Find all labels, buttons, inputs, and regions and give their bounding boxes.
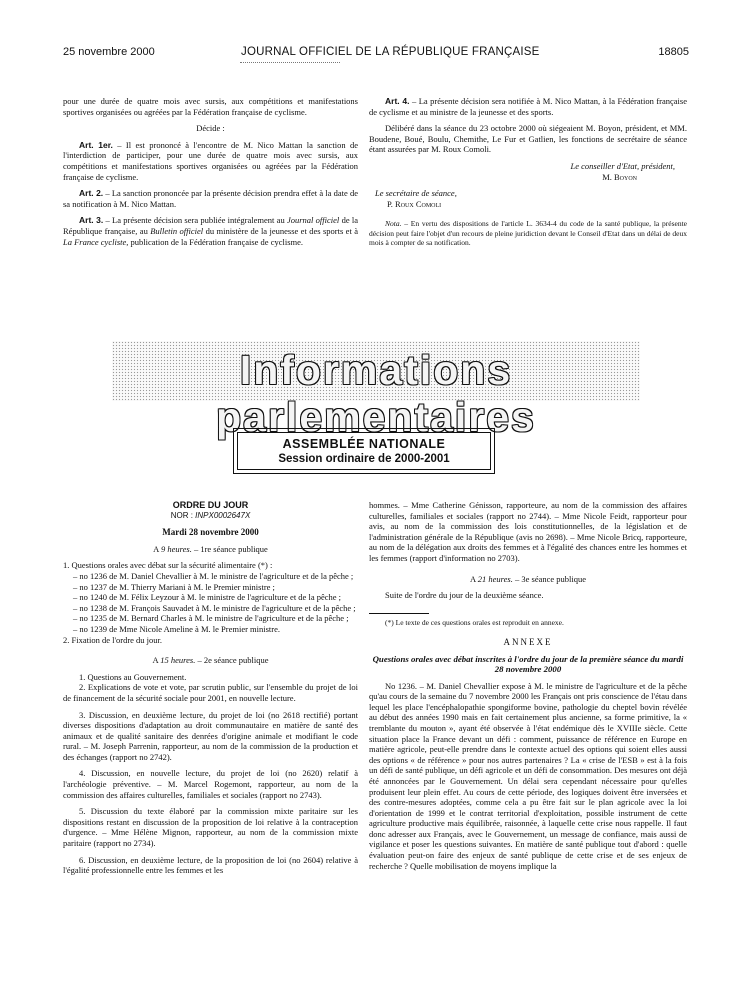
annexe-heading: ANNEXE	[503, 637, 553, 648]
agenda-title: ORDRE DU JOUR	[172, 500, 249, 510]
list-item: 1. Questions au Gouvernement.	[79, 671, 187, 682]
session-title: Session ordinaire de 2000-2001	[278, 453, 450, 465]
nor-reference: NOR : INPX0002647X	[170, 510, 251, 520]
list-item: – no 1239 de Mme Nicole Ameline à M. le Premier ministre.	[73, 623, 281, 634]
nota: Nota. – En vertu des dispositions de l'article L. 3634-4 du code de la santé publique, la présente décision peut faire l'objet d'un recours de pleine juridiction devant le Conseil d'Etat dans un délai de deux mois à compter de sa notification.	[369, 219, 687, 248]
session-3-heading: A 21 heures. – 3e séance publique	[469, 573, 587, 584]
article-label: Art. 1er.	[79, 139, 113, 150]
list-item: 1. Questions orales avec débat sur la sécurité alimentaire (*) :	[63, 560, 273, 571]
list-item: 5. Discussion du texte élaboré par la commission mixte paritaire sur les dispositions restant en discussion de la proposition de loi relative à la contraception d'urgence. – Mme Hélène Mignon, rapporteur, au nom de la commission mixte paritaire (rapport no 2734).	[63, 806, 358, 849]
top-right-column	[369, 96, 687, 248]
banner-title: Informations parlementaires	[216, 347, 536, 440]
agenda-date: Mardi 28 novembre 2000	[162, 527, 259, 538]
article-label: Art. 2.	[79, 188, 104, 199]
section-banner	[112, 341, 640, 440]
agenda-column-right	[369, 500, 687, 871]
signature-name: M. Boyon	[602, 171, 637, 182]
article-3: Art. 3. – La présente décision sera publiée intégralement au Journal officiel de la République française, au Bulletin officiel du ministère de la jeunesse et des sports et à La France cycliste, publication de la Fédération française de cyclisme.	[63, 215, 358, 247]
secretary-name: P. Roux Comoli	[387, 198, 442, 209]
signature-title: Le conseiller d'Etat, président,	[570, 160, 675, 171]
decide-heading: Décide :	[196, 123, 225, 134]
session-1-heading: A 9 heures. – 1re séance publique	[153, 543, 268, 554]
list-item: – no 1238 de M. François Sauvadet à M. le ministre de l'agriculture et de la pêche ;	[73, 602, 356, 613]
article-2: Art. 2. – La sanction prononcée par la présente décision prendra effet à la date de sa notification à M. Nico Mattan.	[63, 188, 359, 209]
list-item: 2. Fixation de l'ordre du jour.	[63, 634, 163, 645]
journal-title: JOURNAL OFFICIEL DE LA RÉPUBLIQUE FRANÇAISE	[241, 46, 540, 58]
agenda-column-left	[63, 500, 358, 876]
secretary-title: Le secrétaire de séance,	[375, 188, 457, 199]
list-item: – no 1237 de M. Thierry Mariani à M. le Premier ministre ;	[73, 581, 275, 592]
list-item: 6. Discussion, en deuxième lecture, de la proposition de loi (no 2604) relative à l'égalité professionnelle entre les femmes et les	[63, 854, 358, 876]
list-item: 4. Discussion, en nouvelle lecture, du projet de loi (no 2620) relatif à l'archéologie préventive. – M. Marcel Rogemont, rapporteur, au nom de la commission des affaires culturelles, familiales et sociales (rapport no 2743).	[63, 768, 358, 800]
session-2-heading: A 15 heures. – 2e séance publique	[152, 655, 269, 666]
page-number: 18805	[658, 46, 689, 58]
footnote-rule	[369, 613, 429, 614]
page-header	[63, 46, 689, 62]
assembly-box	[233, 428, 495, 474]
question-text: No 1236. – M. Daniel Chevallier expose à M. le ministre de l'agriculture et de la pêche qu'au cours de la semaine du 7 novembre 2000 les Français ont pris conscience de l'étau dans lequel les place l'encéphalopathie spongiforme bovine, pathologie du cheptel bovin révélée au début des années 1990 mais en fait certainement plus ancienne, sa forme primitive, la « tremblante du mouton », ayant été observée à l'état endémique dès le XVIIIe siècle. Cette situation place la France devant un défi : comment, puissance de référence en Europe en matière agricole, peut-elle prendre dans le contexte actuel des options qui soient elles aussi des options « de référence » pour nos autres partenaires ? La « crise de l'ESB » est à la fois un défi de santé publique, un défi agricole et un défi de consommation. Des mesures ont déjà été annoncées par le Gouvernement. Un délai sera cependant nécessaire pour qu'elles produisent leur plein effet. Au cours de cette période, des logiques doivent être inversées et des contre-mesures adoptées, comme cela a pu être fait sur le plan agricole avec la loi d'orientation de 1999 et le contrat territorial d'exploitation, possible instrument de cette agriculture productive mais équilibrée, raisonnée, à laquelle cette crise nous rappelle. Il faut donc adresser aux Français, avec le Gouvernement, un message de confiance, mais aussi de vigilance et poser les questions suivantes. En matière de santé publique tout d'abord : quelle évaluation peut-on faire des enjeux de santé publique de cette crise et de ses enjeux de recherche ? Quelle mobilisation de moyens implique la	[369, 680, 687, 871]
issue-date: 25 novembre 2000	[63, 46, 155, 58]
list-item: – no 1236 de M. Daniel Chevallier à M. le ministre de l'agriculture et de la pêche ;	[73, 570, 354, 581]
paragraph: pour une durée de quatre mois avec sursis, aux compétitions et manifestations sportives organisées ou agréées par la Fédération française de cyclisme.	[63, 96, 358, 117]
list-item: 3. Discussion, en deuxième lecture, du projet de loi (no 2618 rectifié) portant diverses dispositions d'adaptation au droit communautaire en matière de santé des animaux et de qualité sanitaire des denrées d'origine animale et modifiant le code rural. – M. Joseph Parrenin, rapporteur, au nom de la commission de la production et des échanges (rapport no 2742).	[63, 709, 358, 762]
article-1: Art. 1er. – Il est prononcé à l'encontre de M. Nico Mattan la sanction de l'interdiction de participer, pour une durée de quatre mois avec sursis, aux compétitions et manifestations sportives organisées ou agréées par la Fédération française de cyclisme.	[63, 139, 358, 182]
assembly-title: ASSEMBLÉE NATIONALE	[282, 437, 446, 451]
questions-title: Questions orales avec débat inscrites à l'ordre du jour de la première séance du mardi 28 novembre 2000	[372, 653, 684, 675]
header-rule	[240, 62, 340, 63]
article-label: Art. 4.	[385, 96, 410, 106]
article-4: Art. 4. – La présente décision sera notifiée à M. Nico Mattan, à la Fédération française de cyclisme et au ministre de la jeunesse et des sports.	[369, 96, 687, 117]
session-3-text: Suite de l'ordre du jour de la deuxième séance.	[385, 590, 544, 601]
list-item: – no 1235 de M. Bernard Charles à M. le ministre de l'agriculture et de la pêche ;	[73, 613, 349, 624]
continued-item: hommes. – Mme Catherine Génisson, rapporteure, au nom de la commission des affaires culturelles, familiales et sociales (rapport no 2744). – Mme Nicole Feidt, rapporteur pour avis, au nom de la commission des lois constitutionnelles, de la législation et de l'administration générale de la République (avis no 2698). – Mme Nicole Bricq, rapporteure, au nom de la délégation aux droits des femmes et à l'égalité des chances entre les hommes et les femmes (rapport d'information no 2703).	[369, 500, 687, 563]
article-label: Art. 3.	[79, 215, 104, 226]
list-item: 2. Explications de vote et vote, par scrutin public, sur l'ensemble du projet de loi de financement de la sécurité sociale pour 2001, en nouvelle lecture.	[63, 682, 358, 703]
top-left-column	[63, 96, 358, 247]
deliberation: Délibéré dans la séance du 23 octobre 2000 où siégeaient M. Boyon, président, et MM. Boudene, Boué, Boulu, Chemithe, Le Fur et Gatlien, les fonctions de secrétaire de séance étant assurées par M. Roux Comoli.	[369, 123, 687, 155]
list-item: – no 1240 de M. Félix Leyzour à M. le ministre de l'agriculture et de la pêche ;	[73, 592, 342, 603]
footnote: (*) Le texte de ces questions orales est reproduit en annexe.	[385, 617, 564, 627]
